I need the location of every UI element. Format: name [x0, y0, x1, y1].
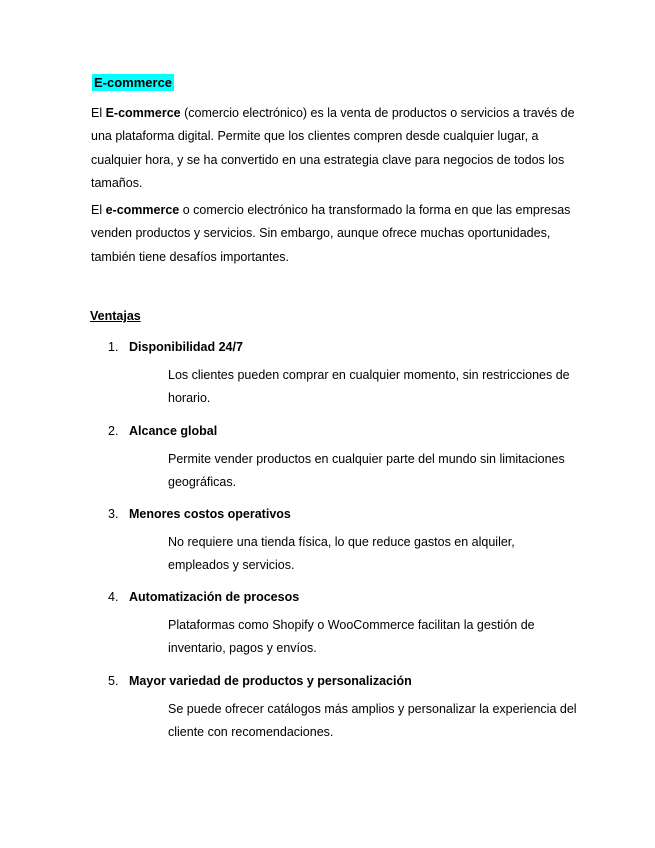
list-item-title: Alcance global: [129, 424, 218, 438]
list-item-description: Plataformas como Shopify o WooCommerce facilitan la gestión de inventario, pagos y envíos.: [168, 618, 535, 655]
intro-paragraph-1: [91, 102, 581, 195]
list-item-title: Menores costos operativos: [129, 507, 291, 521]
list-item-title: Automatización de procesos: [129, 590, 300, 604]
list-item-description: No requiere una tienda física, lo que reduce gastos en alquiler, empleados y servicios.: [168, 535, 515, 572]
list-item-number: 5.: [108, 674, 119, 688]
list-item-description: Los clientes pueden comprar en cualquier momento, sin restricciones de horario.: [168, 368, 570, 405]
list-item-description: Permite vender productos en cualquier parte del mundo sin limitaciones geográficas.: [168, 452, 565, 489]
list-item-title: Mayor variedad de productos y personalización: [129, 674, 412, 688]
intro-paragraph-2-text: o comercio electrónico ha transformado la forma en que las empresas venden productos y servicios. Sin embargo, aunque ofrece muchas oportunidades, también tiene desafíos importantes.: [91, 203, 571, 264]
list-item-description: Se puede ofrecer catálogos más amplios y personalizar la experiencia del cliente con recomendaciones.: [168, 702, 577, 739]
intro-paragraph-2-bold-term: e-commerce: [105, 203, 180, 217]
list-item-number: 2.: [108, 424, 119, 438]
list-item-number: 3.: [108, 507, 119, 521]
intro-paragraph-1-text: (comercio electrónico) es la venta de productos o servicios a través de una plataforma digital. Permite que los clientes compren desde cualquier lugar, a cualquier hora, y se ha convertido en una estrategia clave para negocios de todos los tamaños.: [91, 106, 575, 190]
section-heading-ventajas: Ventajas: [90, 309, 141, 323]
intro-paragraph-1-prefix: El: [91, 106, 106, 120]
intro-paragraph-1-bold-term: E-commerce: [105, 106, 181, 120]
list-item-title: Disponibilidad 24/7: [129, 340, 243, 354]
list-item-number: 4.: [108, 590, 119, 604]
intro-paragraph-2-prefix: El: [91, 203, 106, 217]
list-item-number: 1.: [108, 340, 119, 354]
intro-paragraph-2: [91, 199, 581, 269]
document-title: E-commerce: [94, 75, 173, 90]
